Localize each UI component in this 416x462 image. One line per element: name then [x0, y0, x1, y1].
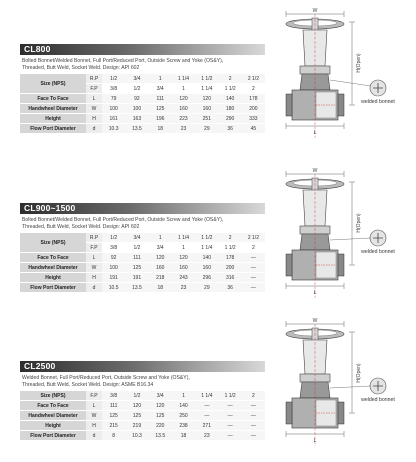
rp-size: 1 1/4 — [172, 233, 195, 243]
rp-size: 1 — [149, 74, 172, 84]
table-row — [20, 74, 265, 84]
row-label: Handwheel Diameter — [20, 411, 86, 421]
w-label: W — [312, 318, 318, 324]
table-cell: 100 — [102, 104, 125, 114]
fp-size: 1 1/4 — [195, 391, 218, 401]
table-cell: — — [242, 273, 265, 283]
w-label: W — [312, 8, 318, 14]
table-cell: 45 — [242, 124, 265, 134]
fp-size: 1 1/2 — [218, 84, 241, 94]
table-cell: 13.5 — [125, 283, 148, 293]
table-cell: 120 — [149, 253, 172, 263]
valve-drawing-cl800 — [278, 8, 398, 158]
table-row — [20, 233, 265, 243]
row-symbol: d — [86, 124, 102, 134]
size-header: Size (NPS) — [20, 391, 86, 401]
table-cell: 23 — [172, 124, 195, 134]
table-cell: 316 — [218, 273, 241, 283]
table-cell: — — [242, 411, 265, 421]
rp-size: 3/4 — [125, 74, 148, 84]
table-cell: 111 — [149, 94, 172, 104]
table-cell: 220 — [149, 421, 172, 431]
gate-valve-drawing — [278, 318, 398, 462]
row-label: Height — [20, 114, 86, 124]
table-cell: 120 — [125, 401, 148, 411]
row-label: Face To Face — [20, 94, 86, 104]
table-cell: — — [218, 421, 241, 431]
valve-drawing-cl2500 — [278, 318, 398, 462]
table-row — [20, 411, 265, 421]
table-cell: 18 — [149, 283, 172, 293]
row-label: Handwheel Diameter — [20, 104, 86, 114]
row-symbol: H — [86, 421, 102, 431]
table-row — [20, 431, 265, 441]
header-bar — [20, 361, 265, 372]
table-cell: 290 — [218, 114, 241, 124]
section-title: CL2500 — [24, 361, 56, 371]
row-label: Handwheel Diameter — [20, 263, 86, 273]
section-title: CL900~1500 — [24, 203, 76, 213]
row-symbol: W — [86, 263, 102, 273]
row-label: Flow Port Diameter — [20, 124, 86, 134]
fp-size: 3/4 — [149, 243, 172, 253]
fp-size: 3/4 — [149, 84, 172, 94]
row-label: Height — [20, 421, 86, 431]
table-cell: 120 — [195, 94, 218, 104]
fp-size: 1/2 — [125, 84, 148, 94]
table-cell: 23 — [195, 431, 218, 441]
spec-table — [20, 233, 265, 293]
welded-bonnet-label: welded bonnet — [361, 249, 395, 255]
table-cell: 250 — [172, 411, 195, 421]
rp-size: 2 — [218, 74, 241, 84]
table-row — [20, 283, 265, 293]
table-cell: 218 — [149, 273, 172, 283]
section-header — [20, 44, 265, 56]
table-cell: 223 — [172, 114, 195, 124]
table-cell: 100 — [102, 263, 125, 273]
fp-label: F.P — [86, 84, 102, 94]
table-cell: 92 — [102, 253, 125, 263]
welded-bonnet-label: welded bonnet — [361, 99, 395, 105]
description-line: Threaded, Butt Weld, Socket Weld. Design: API 602 — [22, 64, 140, 71]
rp-size: 1 1/2 — [195, 74, 218, 84]
table-cell: 36 — [218, 124, 241, 134]
valve-drawing-cl900 — [278, 168, 398, 318]
spec-table — [20, 391, 265, 441]
rp-size: 1/2 — [102, 233, 125, 243]
gate-valve-drawing — [278, 168, 398, 318]
table-cell: 120 — [149, 401, 172, 411]
rp-size: 1/2 — [102, 74, 125, 84]
table-cell: 238 — [172, 421, 195, 431]
rp-size: 1 — [149, 233, 172, 243]
table-cell: 271 — [195, 421, 218, 431]
table-cell: — — [242, 253, 265, 263]
table-cell: 120 — [172, 94, 195, 104]
h-label: H(Open) — [356, 363, 362, 383]
table-cell: 180 — [218, 104, 241, 114]
table-cell: 160 — [195, 104, 218, 114]
row-symbol: H — [86, 114, 102, 124]
table-cell: 200 — [218, 263, 241, 273]
table-cell: 215 — [102, 421, 125, 431]
table-cell: — — [218, 411, 241, 421]
row-symbol: d — [86, 283, 102, 293]
description-line: Threaded, Butt Weld, Socket Weld. Design: ASME B16.34 — [22, 381, 154, 388]
table-cell: 125 — [149, 411, 172, 421]
fp-size: 2 — [242, 243, 265, 253]
fp-size: 1 — [172, 84, 195, 94]
fp-size: 3/8 — [102, 391, 125, 401]
rp-label: R.P — [86, 74, 102, 84]
table-cell: 23 — [172, 283, 195, 293]
welded-bonnet-label: welded bonnet — [361, 397, 395, 403]
row-label: Face To Face — [20, 253, 86, 263]
table-cell: 10.3 — [125, 431, 148, 441]
fp-size: 1/2 — [125, 391, 148, 401]
table-cell: — — [242, 401, 265, 411]
table-cell: — — [195, 411, 218, 421]
table-cell: 79 — [102, 94, 125, 104]
fp-label: F.P — [86, 391, 102, 401]
section-title: CL800 — [24, 44, 51, 54]
rp-size: 1 1/4 — [172, 74, 195, 84]
table-cell: 196 — [149, 114, 172, 124]
row-symbol: W — [86, 104, 102, 114]
size-header: Size (NPS) — [20, 233, 86, 253]
table-row — [20, 421, 265, 431]
table-cell: 13.5 — [149, 431, 172, 441]
table-cell: 36 — [218, 283, 241, 293]
table-cell: — — [218, 431, 241, 441]
table-cell: 163 — [125, 114, 148, 124]
table-cell: 125 — [125, 263, 148, 273]
fp-size: 1 1/4 — [195, 243, 218, 253]
table-cell: 111 — [125, 253, 148, 263]
spec-table — [20, 74, 265, 134]
table-cell: 125 — [125, 411, 148, 421]
rp-size: 2 1/2 — [242, 74, 265, 84]
table-cell: 18 — [172, 431, 195, 441]
table-cell: 251 — [195, 114, 218, 124]
row-label: Flow Port Diameter — [20, 283, 86, 293]
table-cell: 13.5 — [125, 124, 148, 134]
table-cell: 160 — [172, 263, 195, 273]
table-cell: 243 — [172, 273, 195, 283]
table-cell: 160 — [149, 263, 172, 273]
table-cell: 161 — [102, 114, 125, 124]
section-description — [22, 58, 265, 71]
table-cell: 29 — [195, 124, 218, 134]
fp-size: 1 1/4 — [195, 84, 218, 94]
table-cell: 219 — [125, 421, 148, 431]
fp-size: 1 1/2 — [218, 391, 241, 401]
table-row — [20, 253, 265, 263]
table-cell: 125 — [102, 411, 125, 421]
section-description — [22, 375, 265, 388]
l-label: L — [313, 130, 317, 136]
section-header — [20, 203, 265, 215]
table-cell: 18 — [149, 124, 172, 134]
table-cell: 92 — [125, 94, 148, 104]
row-symbol: L — [86, 401, 102, 411]
description-line: Bolted Bonnet/Welded Bonnet, Full Port/Reduced Port, Outside Screw and Yoke (OS&Y), — [22, 217, 224, 223]
table-cell: 140 — [218, 94, 241, 104]
section-header — [20, 361, 265, 373]
table-row — [20, 391, 265, 401]
table-cell: 160 — [172, 104, 195, 114]
description-line: Bolted Bonnet/Welded Bonnet, Full Port/Reduced Port, Outside Screw and Yoke (OS&Y), — [22, 58, 224, 64]
gate-valve-drawing — [278, 8, 398, 158]
table-cell: — — [242, 263, 265, 273]
table-row — [20, 263, 265, 273]
h-label: H(Open) — [356, 53, 362, 73]
header-bar — [20, 44, 265, 55]
rp-size: 2 — [218, 233, 241, 243]
rp-size: 1 1/2 — [195, 233, 218, 243]
fp-size: 2 — [242, 84, 265, 94]
rp-label: R.P — [86, 233, 102, 243]
l-label: L — [313, 290, 317, 296]
table-row — [20, 114, 265, 124]
rp-size: 3/4 — [125, 233, 148, 243]
table-cell: — — [242, 421, 265, 431]
w-label: W — [312, 168, 318, 174]
table-row — [20, 104, 265, 114]
table-cell: 191 — [102, 273, 125, 283]
table-cell: — — [218, 401, 241, 411]
table-cell: 333 — [242, 114, 265, 124]
description-line: Threaded, Butt Weld, Socket Weld. Design: API 602 — [22, 223, 140, 230]
fp-size: 2 — [242, 391, 265, 401]
fp-size: 3/8 — [102, 84, 125, 94]
fp-size: 1 — [172, 391, 195, 401]
fp-size: 3/8 — [102, 243, 125, 253]
rp-size: 2 1/2 — [242, 233, 265, 243]
row-symbol: L — [86, 94, 102, 104]
row-symbol: W — [86, 411, 102, 421]
table-cell: 111 — [102, 401, 125, 411]
table-cell: 191 — [125, 273, 148, 283]
table-cell: 100 — [125, 104, 148, 114]
table-cell: 160 — [195, 263, 218, 273]
description-line: Welded Bonnet, Full Port/Reduced Port, Outside Screw and Yoke (OS&Y), — [22, 375, 190, 381]
table-row — [20, 94, 265, 104]
size-header: Size (NPS) — [20, 74, 86, 94]
fp-size: 3/4 — [149, 391, 172, 401]
table-cell: 200 — [242, 104, 265, 114]
row-label: Flow Port Diameter — [20, 431, 86, 441]
table-cell: 120 — [172, 253, 195, 263]
table-cell: — — [242, 283, 265, 293]
section-description — [22, 217, 265, 230]
row-label: Height — [20, 273, 86, 283]
section-cl800 — [20, 44, 265, 134]
row-symbol: H — [86, 273, 102, 283]
fp-size: 1 1/2 — [218, 243, 241, 253]
fp-size: 1 — [172, 243, 195, 253]
table-cell: 178 — [218, 253, 241, 263]
table-cell: 29 — [195, 283, 218, 293]
table-cell: 140 — [195, 253, 218, 263]
fp-size: 1/2 — [125, 243, 148, 253]
row-symbol: L — [86, 253, 102, 263]
table-row — [20, 273, 265, 283]
table-row — [20, 401, 265, 411]
table-row — [20, 124, 265, 134]
l-label: L — [313, 438, 317, 444]
h-label: H(Open) — [356, 213, 362, 233]
table-cell: 140 — [172, 401, 195, 411]
section-cl900-1500 — [20, 203, 265, 293]
fp-label: F.P — [86, 243, 102, 253]
table-cell: — — [242, 431, 265, 441]
table-cell: 178 — [242, 94, 265, 104]
row-label: Face To Face — [20, 401, 86, 411]
row-symbol: d — [86, 431, 102, 441]
section-cl2500 — [20, 361, 265, 441]
table-cell: 296 — [195, 273, 218, 283]
table-cell: 10.3 — [102, 124, 125, 134]
table-cell: 10.5 — [102, 283, 125, 293]
table-cell: 8 — [102, 431, 125, 441]
table-cell: 125 — [149, 104, 172, 114]
table-cell: — — [195, 401, 218, 411]
